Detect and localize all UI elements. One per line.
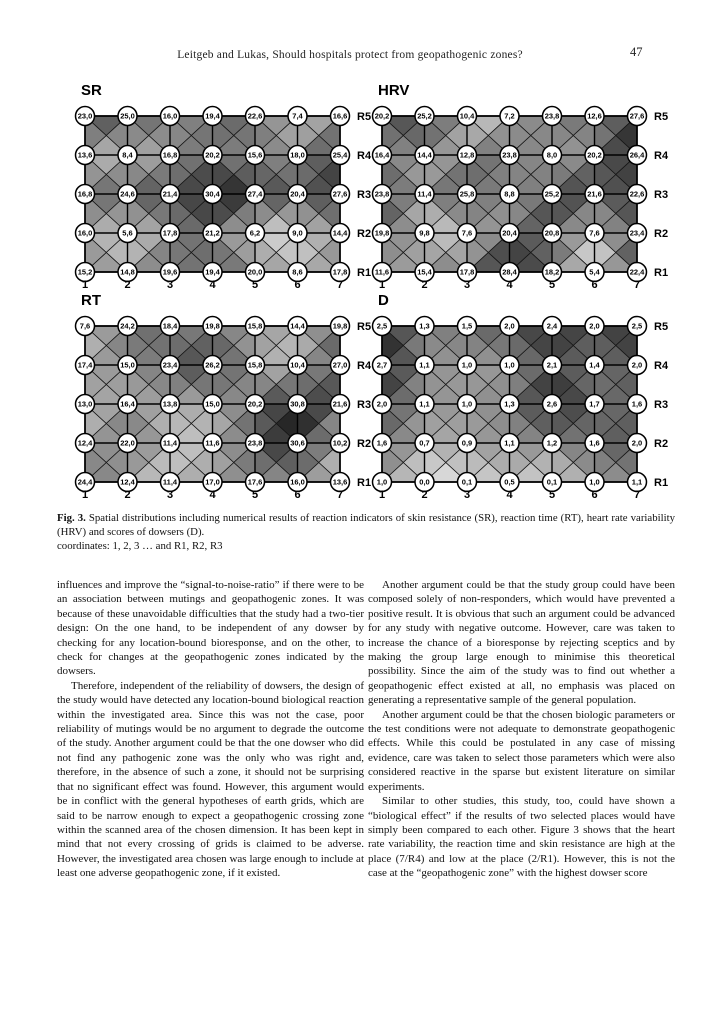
svg-text:27,0: 27,0 [332, 360, 348, 370]
figure-caption [57, 511, 675, 553]
svg-text:R2: R2 [654, 227, 669, 240]
svg-text:1: 1 [378, 489, 386, 501]
svg-text:25,8: 25,8 [459, 189, 475, 199]
svg-text:23,8: 23,8 [247, 438, 263, 448]
svg-text:1,4: 1,4 [589, 360, 600, 370]
svg-text:13,6: 13,6 [77, 150, 93, 160]
svg-text:0,7: 0,7 [419, 438, 430, 448]
svg-text:3: 3 [463, 279, 471, 291]
svg-text:R4: R4 [357, 359, 372, 372]
body-column-left [57, 578, 364, 881]
svg-text:11,6: 11,6 [374, 267, 390, 277]
svg-text:22,6: 22,6 [247, 111, 263, 121]
svg-text:20,8: 20,8 [544, 228, 560, 238]
svg-text:R5: R5 [654, 320, 669, 333]
svg-text:14,4: 14,4 [417, 150, 432, 160]
svg-text:2,0: 2,0 [631, 360, 643, 370]
svg-text:15,2: 15,2 [77, 267, 93, 277]
svg-text:1,1: 1,1 [419, 360, 430, 370]
svg-text:26,2: 26,2 [205, 360, 220, 370]
svg-text:16,4: 16,4 [374, 150, 390, 160]
svg-text:2,7: 2,7 [376, 360, 388, 370]
svg-text:24,2: 24,2 [120, 321, 135, 331]
figure-caption-text: Spatial distributions including numerical results of reaction indicators of skin resistance (SR), reaction time (RT), heart rate variability (HRV) and scores of dowsers (D). [57, 512, 675, 538]
svg-text:15,0: 15,0 [120, 360, 135, 370]
svg-text:14,8: 14,8 [120, 267, 135, 277]
svg-text:15,0: 15,0 [205, 399, 220, 409]
svg-text:20,2: 20,2 [587, 150, 602, 160]
svg-text:15,6: 15,6 [247, 150, 263, 160]
svg-text:RT: RT [81, 292, 101, 309]
svg-text:26,4: 26,4 [629, 150, 645, 160]
svg-text:12,4: 12,4 [120, 477, 135, 487]
svg-text:5: 5 [548, 279, 556, 291]
contour-panel-rt [55, 290, 388, 506]
svg-text:1: 1 [378, 279, 386, 291]
svg-text:1,3: 1,3 [419, 321, 430, 331]
svg-text:2,6: 2,6 [546, 399, 558, 409]
figure-caption-coordinates: coordinates: 1, 2, 3 … and R1, R2, R3 [57, 540, 223, 552]
svg-text:17,0: 17,0 [205, 477, 220, 487]
svg-text:18,2: 18,2 [544, 267, 560, 277]
svg-text:17,8: 17,8 [162, 228, 178, 238]
svg-text:16,8: 16,8 [162, 150, 178, 160]
svg-text:R4: R4 [654, 359, 669, 372]
svg-text:23,8: 23,8 [374, 189, 390, 199]
svg-text:5: 5 [251, 489, 259, 501]
svg-text:2,1: 2,1 [546, 360, 558, 370]
svg-text:1,6: 1,6 [376, 438, 388, 448]
contour-panel-hrv [352, 80, 682, 296]
paragraph: influences and improve the “signal-to-noise-ratio” if there were to be an association between mutings and geopathogenic zones. It was because of these unavoidable difficulties that the study had a two-tier design: On the one hand, to be independent of any dowser by checking for any location-bound bioresponse, and on the other, to check for changes at the geopathogenic zones indicated by the dowsers. [57, 579, 364, 678]
svg-text:11,4: 11,4 [162, 477, 178, 487]
svg-text:1,0: 1,0 [504, 360, 515, 370]
svg-text:7,4: 7,4 [292, 111, 303, 121]
svg-text:19,8: 19,8 [332, 321, 348, 331]
svg-text:8,4: 8,4 [122, 150, 133, 160]
svg-text:1,0: 1,0 [376, 477, 388, 487]
svg-text:HRV: HRV [378, 82, 410, 99]
svg-text:11,4: 11,4 [162, 438, 178, 448]
svg-text:12,4: 12,4 [77, 438, 93, 448]
svg-text:7: 7 [336, 489, 344, 501]
svg-text:17,4: 17,4 [77, 360, 93, 370]
svg-text:20,2: 20,2 [374, 111, 390, 121]
contour-panel-sr [55, 80, 385, 296]
svg-text:R3: R3 [357, 188, 372, 201]
svg-text:D: D [378, 292, 389, 309]
svg-text:24,4: 24,4 [77, 477, 93, 487]
svg-text:16,4: 16,4 [120, 399, 135, 409]
svg-text:4: 4 [209, 279, 216, 291]
svg-text:4: 4 [506, 489, 513, 501]
svg-text:30,6: 30,6 [290, 438, 305, 448]
svg-text:R4: R4 [357, 149, 372, 162]
svg-text:13,8: 13,8 [162, 399, 178, 409]
svg-text:13,6: 13,6 [332, 477, 348, 487]
svg-text:25,2: 25,2 [417, 111, 432, 121]
svg-text:R5: R5 [357, 320, 372, 333]
svg-text:1,6: 1,6 [631, 399, 643, 409]
svg-text:R2: R2 [654, 437, 669, 450]
svg-text:1,7: 1,7 [589, 399, 600, 409]
svg-text:22,4: 22,4 [629, 267, 645, 277]
svg-text:2,5: 2,5 [376, 321, 388, 331]
svg-text:20,0: 20,0 [247, 267, 263, 277]
svg-text:11,6: 11,6 [205, 438, 220, 448]
svg-text:2: 2 [124, 489, 131, 501]
svg-text:0,1: 0,1 [461, 477, 473, 487]
paragraph: Another argument could be that the chosen biologic parameters or the test conditions were not adequate to demonstrate geopathogenic effects. While this could be postulated in any case of missing evidence, care was taken to select those parameters which were also considered reactive in the sparse but existent literature on similar experiments. [368, 708, 675, 793]
svg-text:2,5: 2,5 [631, 321, 643, 331]
body-column-right [368, 578, 675, 881]
svg-text:SR: SR [81, 82, 102, 99]
svg-text:R2: R2 [357, 227, 372, 240]
svg-text:2,4: 2,4 [546, 321, 558, 331]
svg-text:R5: R5 [654, 110, 669, 123]
svg-text:21,6: 21,6 [587, 189, 602, 199]
svg-text:5: 5 [548, 489, 556, 501]
svg-text:4: 4 [209, 489, 216, 501]
svg-text:20,2: 20,2 [247, 399, 263, 409]
svg-text:R1: R1 [357, 476, 372, 489]
svg-text:14,4: 14,4 [290, 321, 305, 331]
svg-text:R3: R3 [357, 398, 372, 411]
svg-text:23,8: 23,8 [544, 111, 560, 121]
svg-text:22,6: 22,6 [629, 189, 645, 199]
svg-text:R1: R1 [357, 266, 372, 279]
svg-text:23,8: 23,8 [502, 150, 517, 160]
svg-text:1,5: 1,5 [461, 321, 473, 331]
svg-text:2,0: 2,0 [631, 438, 643, 448]
svg-text:19,8: 19,8 [374, 228, 390, 238]
svg-text:R5: R5 [357, 110, 372, 123]
svg-text:3: 3 [166, 489, 174, 501]
svg-text:R1: R1 [654, 476, 669, 489]
svg-text:16,8: 16,8 [77, 189, 93, 199]
svg-text:7,6: 7,6 [589, 228, 600, 238]
svg-text:19,4: 19,4 [205, 111, 220, 121]
svg-text:1,0: 1,0 [461, 399, 473, 409]
svg-text:20,2: 20,2 [205, 150, 220, 160]
svg-text:2: 2 [124, 279, 131, 291]
svg-text:2,0: 2,0 [504, 321, 515, 331]
svg-text:19,6: 19,6 [162, 267, 178, 277]
svg-text:10,2: 10,2 [332, 438, 348, 448]
svg-text:23,4: 23,4 [162, 360, 178, 370]
svg-text:3: 3 [463, 489, 471, 501]
svg-text:16,6: 16,6 [332, 111, 348, 121]
svg-text:18,0: 18,0 [290, 150, 305, 160]
svg-text:8,8: 8,8 [504, 189, 515, 199]
svg-text:25,0: 25,0 [120, 111, 135, 121]
svg-text:19,8: 19,8 [205, 321, 220, 331]
svg-text:1,1: 1,1 [631, 477, 643, 487]
svg-text:11,4: 11,4 [417, 189, 432, 199]
svg-text:10,4: 10,4 [459, 111, 475, 121]
svg-text:0,5: 0,5 [504, 477, 515, 487]
svg-text:R3: R3 [654, 188, 669, 201]
svg-text:27,6: 27,6 [332, 189, 348, 199]
svg-text:9,0: 9,0 [292, 228, 303, 238]
svg-text:7: 7 [633, 279, 641, 291]
svg-text:23,0: 23,0 [77, 111, 93, 121]
svg-text:1,0: 1,0 [589, 477, 600, 487]
svg-text:6: 6 [591, 489, 598, 501]
svg-text:7,6: 7,6 [461, 228, 473, 238]
svg-text:21,6: 21,6 [332, 399, 348, 409]
svg-text:19,4: 19,4 [205, 267, 220, 277]
svg-text:30,8: 30,8 [290, 399, 305, 409]
svg-text:1: 1 [81, 279, 89, 291]
svg-text:R1: R1 [654, 266, 669, 279]
svg-text:1,2: 1,2 [546, 438, 558, 448]
svg-text:27,4: 27,4 [247, 189, 263, 199]
svg-text:1: 1 [81, 489, 89, 501]
svg-text:6: 6 [294, 279, 301, 291]
svg-text:2,0: 2,0 [589, 321, 600, 331]
svg-text:6,2: 6,2 [249, 228, 261, 238]
svg-text:3: 3 [166, 279, 174, 291]
svg-text:22,0: 22,0 [120, 438, 135, 448]
svg-text:7,6: 7,6 [79, 321, 91, 331]
svg-text:17,6: 17,6 [247, 477, 263, 487]
contour-panel-d [352, 290, 682, 506]
paragraph: Another argument could be that the study group could have been composed solely of non-responders, which would have prevented a positive result. It is obvious that such an argument could be advanced for any study with negative outcome. However, care was taken to increase the chance of a bioresponse by rejecting sceptics and by making the group large enough to minimise this theoretical possibility. Since the aim of the study was to find out whether a geopathogenic effect existed at all, no emphasis was placed on generating a representative sample of the general population. [368, 579, 675, 707]
svg-text:5,4: 5,4 [589, 267, 600, 277]
svg-text:0,9: 0,9 [461, 438, 473, 448]
svg-text:8,6: 8,6 [292, 267, 303, 277]
page-number: 47 [630, 45, 643, 59]
svg-text:0,1: 0,1 [546, 477, 558, 487]
svg-text:16,0: 16,0 [162, 111, 178, 121]
svg-text:2: 2 [421, 489, 428, 501]
svg-text:1,0: 1,0 [461, 360, 473, 370]
svg-text:2: 2 [421, 279, 428, 291]
svg-text:0,0: 0,0 [419, 477, 430, 487]
svg-text:23,4: 23,4 [629, 228, 645, 238]
paragraph: Therefore, independent of the reliability of dowsers, the design of the study would have detected any location-bound biological reaction within the investigated area. Since this was not the case, poor reliability of mutings would be no argument to degrade the outcome of the study. Another argument could be that the one dowser who did not find any pathogenic zone was the only who was right and, therefore, in the absence of such a zone, it should not be surprising that no significant effect was found. However, this argument would be in conflict with the general hypotheses of earth grids, which are said to be narrow enough to expect a geopathogenic crossing zone within the scanned area of the chosen dimension. It has been kept in mind that not every crossing of grids is claimed to be adverse. However, the investigated area chosen was large enough to include at least one adverse geopathogenic zone, if it existed. [57, 679, 364, 880]
running-head: Leitgeb and Lukas, Should hospitals protect from geopathogenic zones? [177, 49, 523, 61]
svg-text:9,8: 9,8 [419, 228, 430, 238]
svg-text:27,6: 27,6 [629, 111, 645, 121]
svg-text:15,4: 15,4 [417, 267, 432, 277]
svg-text:25,4: 25,4 [332, 150, 348, 160]
svg-text:2,0: 2,0 [376, 399, 388, 409]
svg-text:10,4: 10,4 [290, 360, 305, 370]
svg-text:7: 7 [336, 279, 344, 291]
svg-text:5: 5 [251, 279, 259, 291]
svg-text:6: 6 [591, 279, 598, 291]
svg-text:21,4: 21,4 [162, 189, 178, 199]
svg-text:15,8: 15,8 [247, 321, 263, 331]
svg-text:20,4: 20,4 [502, 228, 517, 238]
svg-text:5,6: 5,6 [122, 228, 133, 238]
figure-caption-label: Fig. 3. [57, 512, 86, 524]
svg-text:28,4: 28,4 [502, 267, 517, 277]
svg-text:1,1: 1,1 [419, 399, 430, 409]
svg-text:16,0: 16,0 [77, 228, 93, 238]
svg-text:R2: R2 [357, 437, 372, 450]
svg-text:R3: R3 [654, 398, 669, 411]
svg-text:1,1: 1,1 [504, 438, 515, 448]
svg-text:30,4: 30,4 [205, 189, 220, 199]
svg-text:20,4: 20,4 [290, 189, 305, 199]
svg-text:17,8: 17,8 [332, 267, 348, 277]
svg-text:24,6: 24,6 [120, 189, 135, 199]
svg-text:25,2: 25,2 [544, 189, 560, 199]
svg-text:1,3: 1,3 [504, 399, 515, 409]
svg-text:17,8: 17,8 [459, 267, 475, 277]
svg-text:8,0: 8,0 [546, 150, 558, 160]
svg-text:4: 4 [506, 279, 513, 291]
paragraph: Similar to other studies, this study, too, could have shown a “biological effect” if the results of two selected places would have simply been compared to each other. Figure 3 shows that the heart rate variability, the reaction time and skin resistance are high at the place (7/R4) and low at the place (2/R1). However, this is not the case at the “geopathogenic zone” with the highest dowser score [368, 795, 675, 880]
svg-text:1,6: 1,6 [589, 438, 600, 448]
svg-text:7: 7 [633, 489, 641, 501]
svg-text:18,4: 18,4 [162, 321, 178, 331]
svg-text:15,8: 15,8 [247, 360, 263, 370]
svg-text:12,8: 12,8 [459, 150, 475, 160]
svg-text:16,0: 16,0 [290, 477, 305, 487]
svg-text:7,2: 7,2 [504, 111, 515, 121]
svg-text:21,2: 21,2 [205, 228, 220, 238]
svg-text:12,6: 12,6 [587, 111, 602, 121]
svg-text:6: 6 [294, 489, 301, 501]
svg-text:14,4: 14,4 [332, 228, 348, 238]
svg-text:R4: R4 [654, 149, 669, 162]
svg-text:13,0: 13,0 [77, 399, 93, 409]
